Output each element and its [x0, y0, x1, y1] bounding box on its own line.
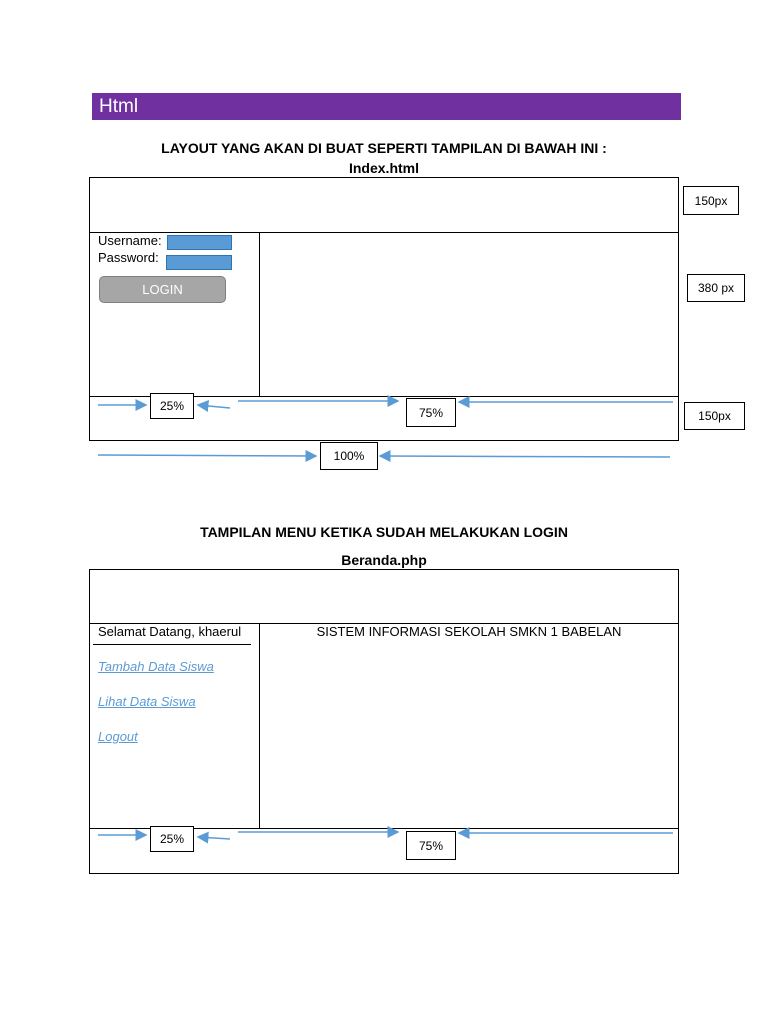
dim-body-tag: 380 px [687, 274, 745, 302]
arrow-full-out [380, 456, 670, 457]
width-left-tag: 25% [150, 393, 194, 419]
width-left-tag-2: 25% [150, 826, 194, 852]
section2-heading: TAMPILAN MENU KETIKA SUDAH MELAKUKAN LOGIN [200, 524, 568, 540]
username-label: Username: [98, 233, 162, 248]
tambah-data-siswa-link[interactable]: Tambah Data Siswa [98, 659, 214, 674]
content-title: SISTEM INFORMASI SEKOLAH SMKN 1 BABELAN [316, 624, 622, 639]
dim-header-tag: 150px [683, 186, 739, 215]
arrow-full-in [98, 455, 316, 456]
arrow-left-out-2 [198, 837, 230, 839]
width-right-tag: 75% [406, 398, 456, 427]
section2-filename: Beranda.php [341, 552, 427, 568]
login-button[interactable]: LOGIN [99, 276, 226, 303]
section1-filename: Index.html [348, 160, 419, 176]
width-full-tag: 100% [320, 442, 378, 470]
width-right-tag-2: 75% [406, 831, 456, 860]
section1-heading: LAYOUT YANG AKAN DI BUAT SEPERTI TAMPILAN DI BAWAH INI : [161, 140, 607, 156]
arrow-left-out [198, 405, 230, 408]
logout-link[interactable]: Logout [98, 729, 138, 744]
password-label: Password: [98, 250, 159, 265]
dim-footer-tag: 150px [684, 402, 745, 430]
banner-title: Html [99, 96, 139, 117]
welcome-text: Selamat Datang, khaerul [98, 624, 242, 639]
lihat-data-siswa-link[interactable]: Lihat Data Siswa [98, 694, 196, 709]
